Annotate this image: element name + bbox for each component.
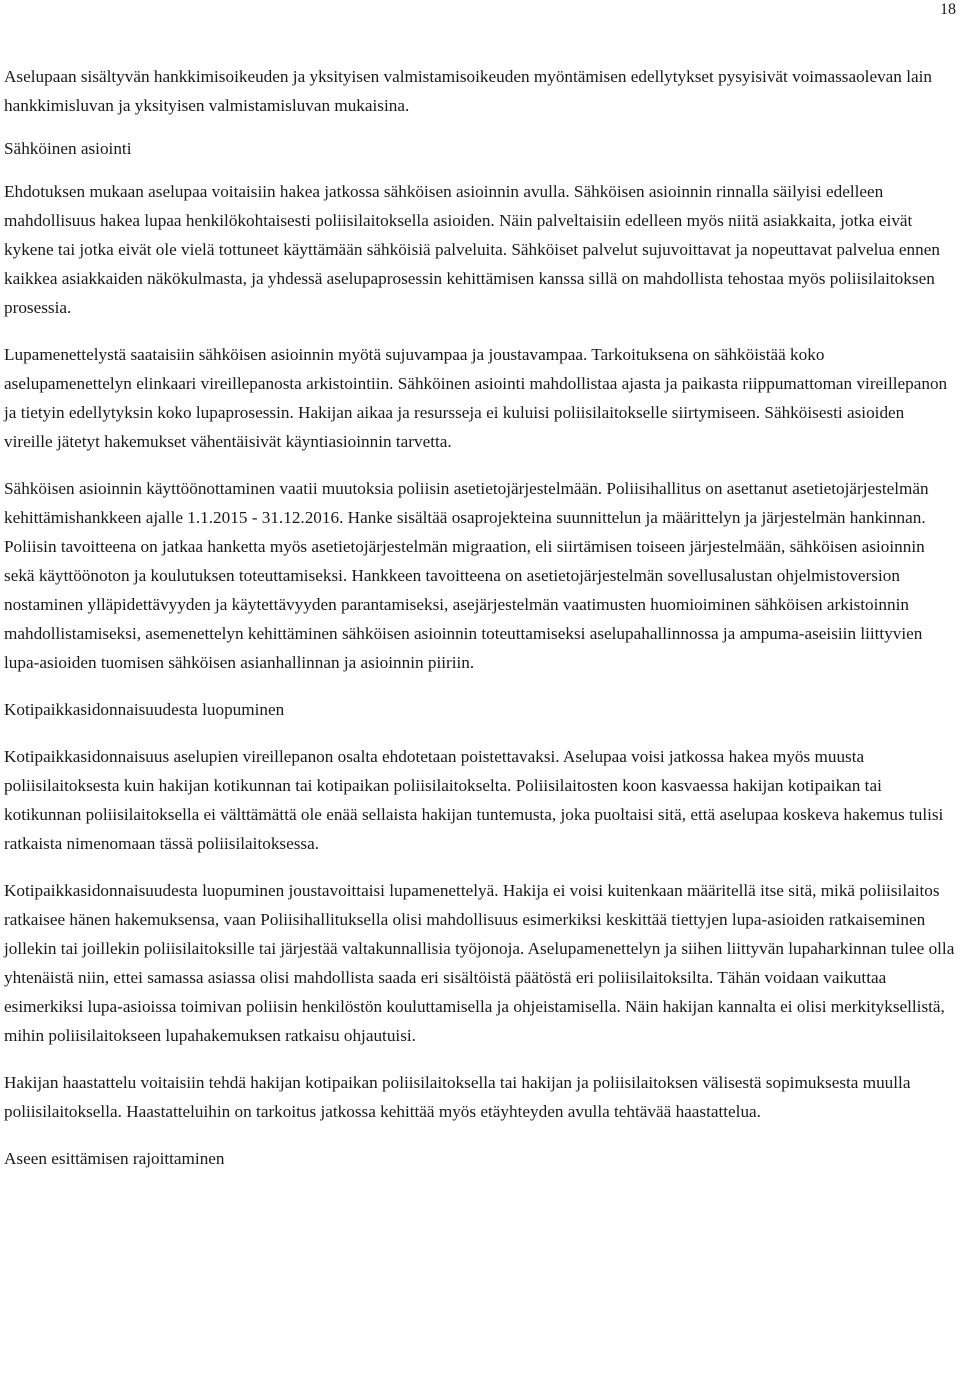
section-heading: Sähköinen asiointi xyxy=(4,139,132,158)
paragraph: Kotipaikkasidonnaisuudesta luopuminen joustavoittaisi lupamenettelyä. Hakija ei voisi kuitenkaan määritellä itse sitä, mikä poliisilaitos ratkaisee hänen hakemuksensa, vaan Poliisihallituksella olisi mahdollisuus esimerkiksi keskittää tiettyjen lupa-asioiden ratkaiseminen jollekin tai joillekin poliisilaitoksille tai järjestää valtakunnallisia työjonoja. Aselupamenettelyn ja siihen liittyvän lupaharkinnan tulee olla yhtenäistä niin, ettei samassa asiassa olisi mahdollista saada eri sisältöistä päätöstä eri poliisilaitoksilta. Tähän voidaan vaikuttaa esimerkiksi lupa-asioissa toimivan poliisin henkilöstön kouluttamisella ja ohjeistamisella. Näin hakijan kannalta ei olisi merkityksellistä, mihin poliisilaitokseen lupahakemuksen ratkaisu ohjautuisi. xyxy=(4,881,955,1045)
paragraph: Ehdotuksen mukaan aselupaa voitaisiin hakea jatkossa sähköisen asioinnin avulla. Sähköisen asioinnin rinnalla säilyisi edelleen mahdollisuus hakea lupaa henkilökohtaisesti poliisilaitoksella asioiden. Näin palveltaisiin edelleen myös niitä asiakkaita, jotka eivät kykene tai jotka eivät ole vielä tottuneet käyttämään sähköisiä palveluita. Sähköiset palvelut sujuvoittavat ja nopeuttavat palvelua ennen kaikkea asiakkaiden näkökulmasta, ja yhdessä aselupaprosessin kehittämisen kanssa sillä on mahdollista tehostaa myös poliisilaitoksen prosessia. xyxy=(4,182,940,317)
section-heading: Kotipaikkasidonnaisuudesta luopuminen xyxy=(4,700,285,719)
paragraph: Kotipaikkasidonnaisuus aselupien vireillepanon osalta ehdotetaan poistettavaksi. Aselupaa voisi jatkossa hakea myös muusta poliisilaitoksesta kuin hakijan kotikunnan tai kotipaikan poliisilaitokselta. Poliisilaitosten koon kasvaessa hakijan kotipaikan tai kotikunnan poliisilaitoksella ei välttämättä ole enää sellaista hakijan tuntemusta, joka puoltaisi sitä, että aselupaa koskeva hakemus tulisi ratkaista nimenomaan tässä poliisilaitoksessa. xyxy=(4,747,944,853)
paragraph: Aselupaan sisältyvän hankkimisoikeuden ja yksityisen valmistamisoikeuden myöntämisen edellytykset pysyisivät voimassaolevan lain hankkimisluvan ja yksityisen valmistamisluvan mukaisina. xyxy=(4,67,932,115)
document-body xyxy=(4,62,956,1173)
page-number: 18 xyxy=(940,1,956,18)
section-heading: Aseen esittämisen rajoittaminen xyxy=(4,1149,225,1168)
paragraph: Hakijan haastattelu voitaisiin tehdä hakijan kotipaikan poliisilaitoksella tai hakijan ja poliisilaitoksen välisestä sopimuksesta muulla poliisilaitoksella. Haastatteluihin on tarkoitus jatkossa kehittää myös etäyhteyden avulla tehtävää haastattelua. xyxy=(4,1073,911,1121)
paragraph: Sähköisen asioinnin käyttöönottaminen vaatii muutoksia poliisin asetietojärjestelmään. Poliisihallitus on asettanut asetietojärjestelmän kehittämishankkeen ajalle 1.1.2015 - 31.12.2016. Hanke sisältää osaprojekteina suunnittelun ja määrittelyn ja järjestelmän hankinnan. Poliisin tavoitteena on jatkaa hanketta myös asetietojärjestelmän migraation, eli siirtämisen toiseen järjestelmään, sähköisen asioinnin sekä käyttöönoton ja koulutuksen toteuttamiseksi. Hankkeen tavoitteena on asetietojärjestelmän sovellusalustan ohjelmistoversion nostaminen ylläpidettävyyden ja käytettävyyden parantamiseksi, asejärjestelmän vaatimusten huomioiminen sähköisen arkistoinnin mahdollistamiseksi, asemenettelyn kehittäminen sähköisen asioinnin toteuttamiseksi aselupahallinnossa ja ampuma-aseisiin liittyvien lupa-asioiden tuomisen sähköisen asianhallinnan ja asioinnin piiriin. xyxy=(4,479,929,672)
paragraph: Lupamenettelystä saataisiin sähköisen asioinnin myötä sujuvampaa ja joustavampaa. Tarkoituksena on sähköistää koko aselupamenettelyn elinkaari vireillepanosta arkistointiin. Sähköinen asiointi mahdollistaa ajasta ja paikasta riippumattoman vireillepanon ja tietyin edellytyksin koko lupaprosessin. Hakijan aikaa ja resursseja ei kuluisi poliisilaitokselle siirtymiseen. Sähköisesti asioiden vireille jätetyt hakemukset vähentäisivät käyntiasioinnin tarvetta. xyxy=(4,345,948,451)
